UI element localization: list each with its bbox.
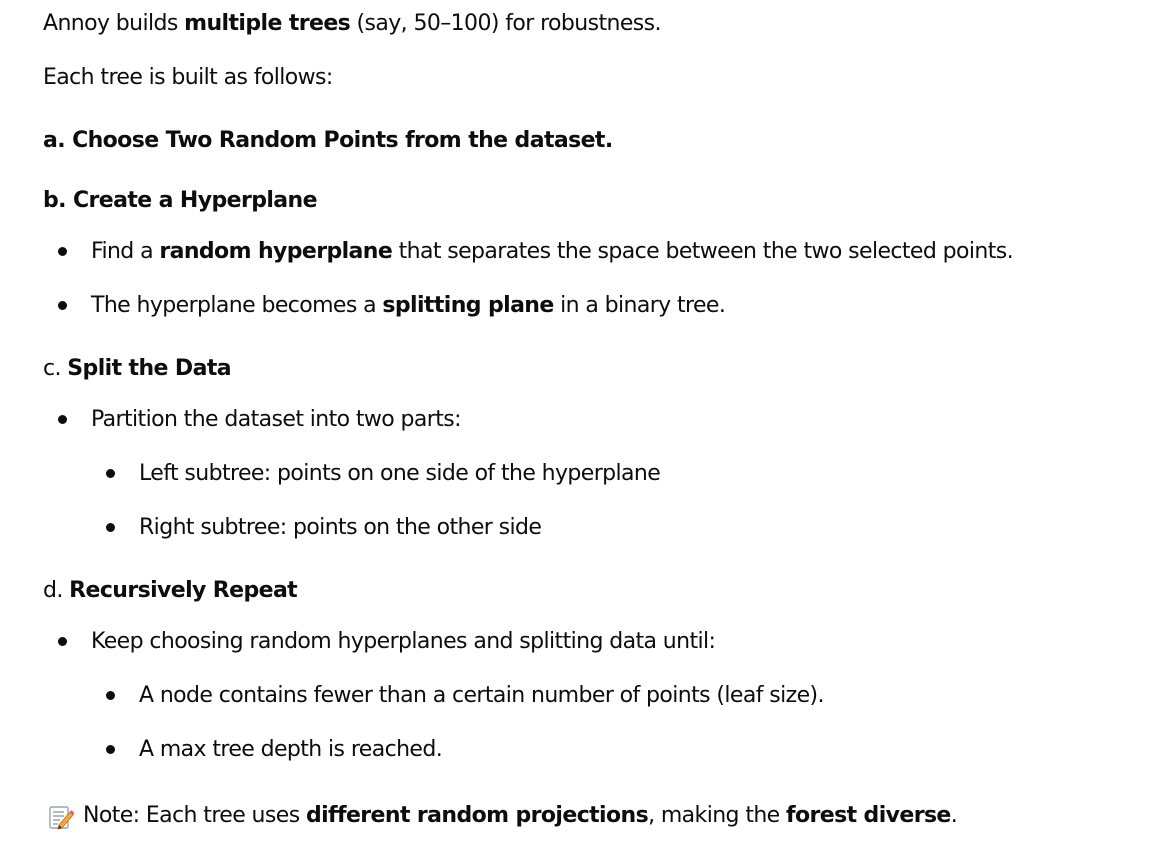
note-bold-2: forest diverse [786, 803, 951, 828]
step-b-heading [43, 186, 317, 216]
note-mid: , making the [648, 803, 787, 828]
step-c-subbullet-2: Right subtree: points on the other side [139, 515, 542, 540]
step-b-bullet-2-bold: splitting plane [382, 293, 554, 318]
bullet-dot [58, 415, 67, 424]
bullet-dot [106, 523, 115, 532]
memo-pencil-icon [47, 803, 75, 831]
step-b-title: Create a Hyperplane [72, 188, 317, 213]
step-b-bullet-1-post: that separates the space between the two selected points. [392, 239, 1013, 264]
bullet-dot [106, 469, 115, 478]
step-b-bullet-2-post: in a binary tree. [553, 293, 726, 318]
step-c-subbullet-1: Left subtree: points on one side of the hyperplane [139, 461, 661, 486]
note-bold-1: different random projections [305, 803, 649, 828]
step-d-prefix: d. [43, 578, 70, 603]
step-c-title: Split the Data [67, 356, 231, 381]
step-a-title: Choose Two Random Points [72, 128, 399, 153]
note-post: . [950, 803, 958, 828]
intro-text-pre: Annoy builds [43, 11, 185, 36]
step-b-bullet-2 [91, 291, 725, 321]
step-a-heading [43, 126, 613, 156]
note-pre: Note: Each tree uses [83, 803, 306, 828]
bullet-dot [106, 745, 115, 754]
bullet-dot [106, 691, 115, 700]
intro-text-post: (say, 50–100) for robustness. [350, 11, 661, 36]
step-b-bullet-2-pre: The hyperplane becomes a [91, 293, 383, 318]
step-d-bullet-1: Keep choosing random hyperplanes and splitting data until: [91, 629, 716, 654]
step-c-prefix: c. [43, 356, 68, 381]
step-a-prefix: a. [43, 128, 73, 153]
step-c-bullet-1: Partition the dataset into two parts: [91, 407, 461, 432]
bullet-dot [58, 301, 67, 310]
each-tree-paragraph: Each tree is built as follows: [43, 65, 333, 90]
step-b-prefix: b. [43, 188, 73, 213]
note-paragraph [83, 801, 957, 831]
step-d-heading [43, 576, 297, 606]
step-b-bullet-1-pre: Find a [91, 239, 160, 264]
step-d-subbullet-2: A max tree depth is reached. [139, 737, 443, 762]
bullet-dot [58, 637, 67, 646]
bullet-dot [58, 247, 67, 256]
step-d-subbullet-1: A node contains fewer than a certain number of points (leaf size). [139, 683, 824, 708]
step-a-suffix: from the dataset. [398, 128, 613, 153]
step-d-title: Recursively Repeat [69, 578, 298, 603]
step-c-heading [43, 354, 231, 384]
intro-text-bold: multiple trees [184, 11, 351, 36]
step-b-bullet-1-bold: random hyperplane [159, 239, 393, 264]
step-b-bullet-1 [91, 237, 1013, 267]
intro-paragraph [43, 9, 661, 39]
